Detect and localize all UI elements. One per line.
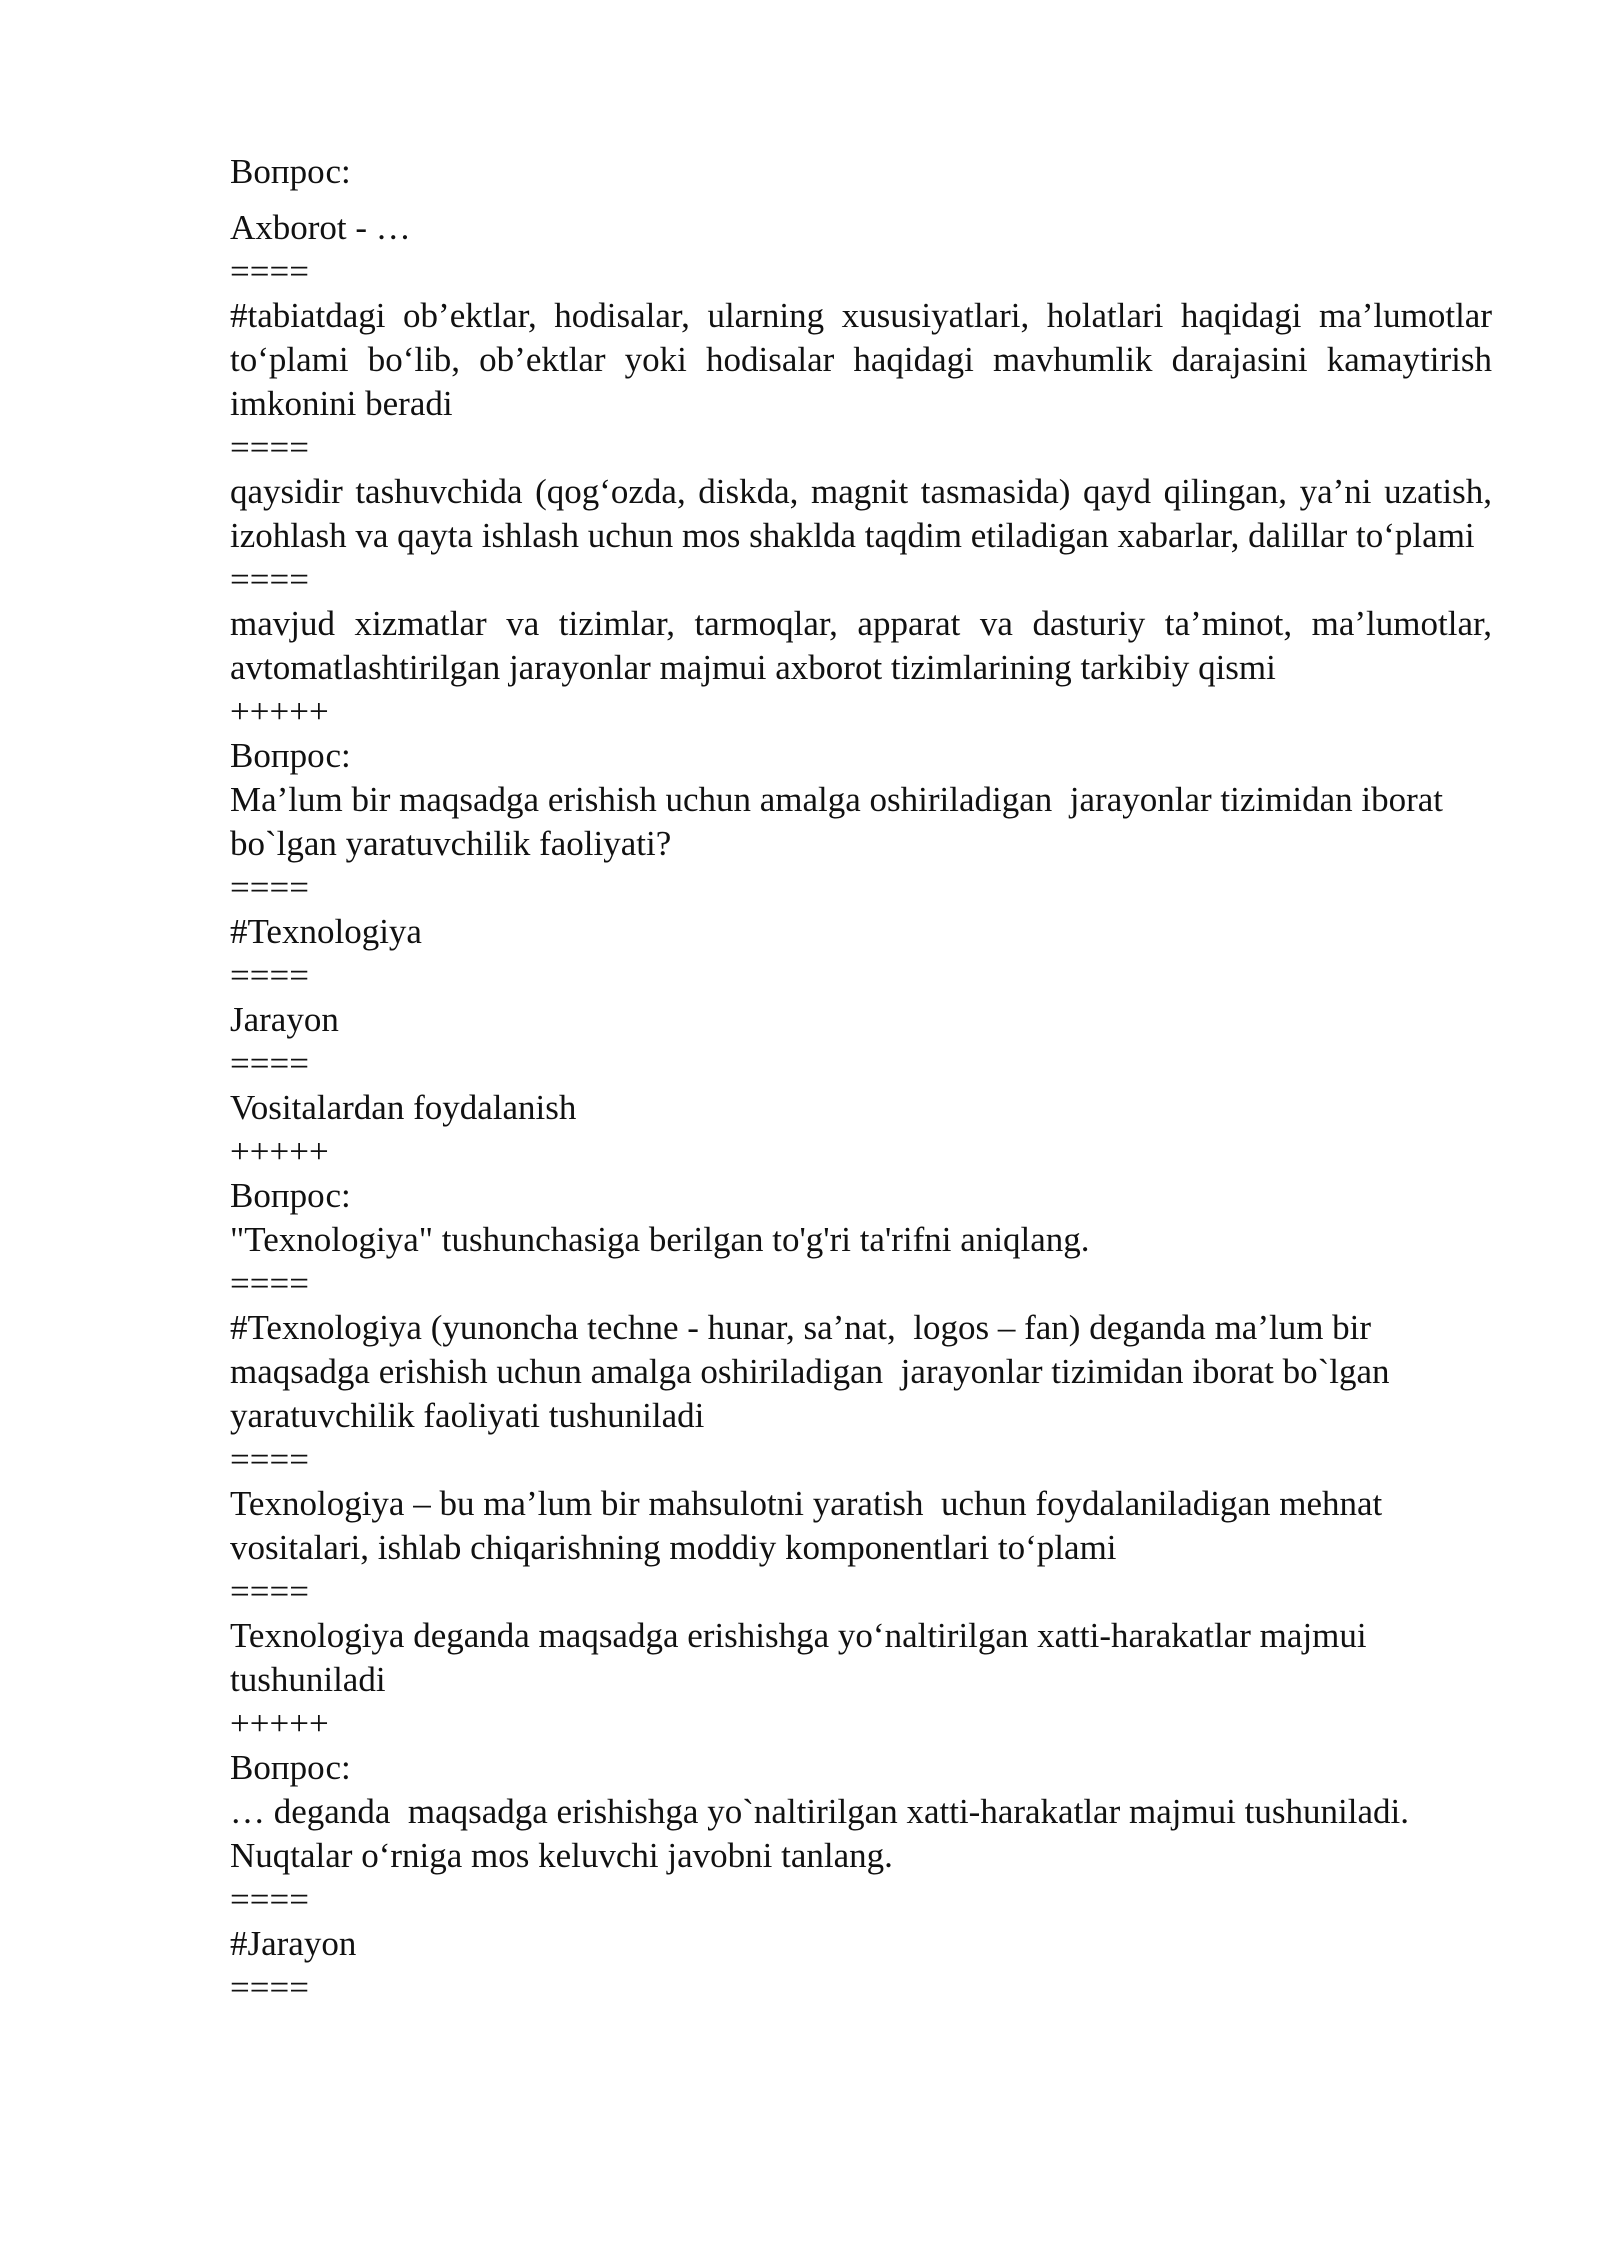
- separator: +++++: [230, 1132, 329, 1171]
- separator: ====: [230, 428, 309, 467]
- answer-option: Jarayon: [230, 1000, 339, 1039]
- separator: +++++: [230, 692, 329, 731]
- question-label: Вопрос:: [230, 1176, 351, 1215]
- answer-option: qaysidir tashuvchida (qog‘ozda, diskda, magnit tasmasida) qayd qilingan, ya’ni uzatish, izohlash va qayta ishlash uchun mos shaklda taqdim etiladigan xabarlar, dalillar to‘plami: [230, 472, 1501, 555]
- question-text: Ma’lum bir maqsadga erishish uchun amalga oshiriladigan jarayonlar tizimidan iborat bo`lgan yaratuvchilik faoliyati?: [230, 780, 1452, 863]
- answer-option: Texnologiya – bu ma’lum bir mahsulotni yaratish uchun foydalaniladigan mehnat vositalari, ishlab chiqarishning moddiy komponentlari to‘plami: [230, 1484, 1392, 1567]
- question-text: "Texnologiya" tushunchasiga berilgan to'g'ri ta'rifni aniqlang.: [230, 1220, 1090, 1259]
- separator: ====: [230, 1968, 309, 2007]
- answer-option: #tabiatdagi ob’ektlar, hodisalar, ularning xususiyatlari, holatlari haqidagi ma’lumotlar to‘plami bo‘lib, ob’ektlar yoki hodisalar haqidagi mavhumlik darajasini kamaytirish imkonini beradi: [230, 296, 1501, 423]
- answer-option: mavjud xizmatlar va tizimlar, tarmoqlar, apparat va dasturiy ta’minot, ma’lumotlar, avtomatlashtirilgan jarayonlar majmui axborot tizimlarining tarkibiy qismi: [230, 604, 1501, 687]
- question-label: Вопрос:: [230, 1748, 351, 1787]
- question-label: Вопрос:: [230, 736, 351, 775]
- document-page: [230, 150, 1501, 2010]
- separator: ====: [230, 252, 309, 291]
- answer-option: #Texnologiya (yunoncha techne - hunar, sa’nat, logos – fan) deganda ma’lum bir maqsadga erishish uchun amalga oshiriladigan jarayonlar tizimidan iborat bo`lgan yaratuvchilik faoliyati tushuniladi: [230, 1308, 1399, 1435]
- separator: ====: [230, 1572, 309, 1611]
- answer-option: Texnologiya deganda maqsadga erishishga yo‘naltirilgan xatti-harakatlar majmui tushuniladi: [230, 1616, 1376, 1699]
- separator: ====: [230, 1880, 309, 1919]
- separator: ====: [230, 560, 309, 599]
- separator: ====: [230, 1440, 309, 1479]
- question-label: Вопрос:: [230, 152, 351, 191]
- separator: ====: [230, 868, 309, 907]
- question-text: … deganda maqsadga erishishga yo`naltirilgan xatti-harakatlar majmui tushuniladi. Nuqtalar o‘rniga mos keluvchi javobni tanlang.: [230, 1792, 1418, 1875]
- separator: ====: [230, 956, 309, 995]
- answer-option: Vositalardan foydalanish: [230, 1088, 577, 1127]
- separator: +++++: [230, 1704, 329, 1743]
- separator: ====: [230, 1044, 309, 1083]
- answer-option: #Texnologiya: [230, 912, 422, 951]
- separator: ====: [230, 1264, 309, 1303]
- question-text: Axborot - …: [230, 208, 411, 247]
- answer-option: #Jarayon: [230, 1924, 357, 1963]
